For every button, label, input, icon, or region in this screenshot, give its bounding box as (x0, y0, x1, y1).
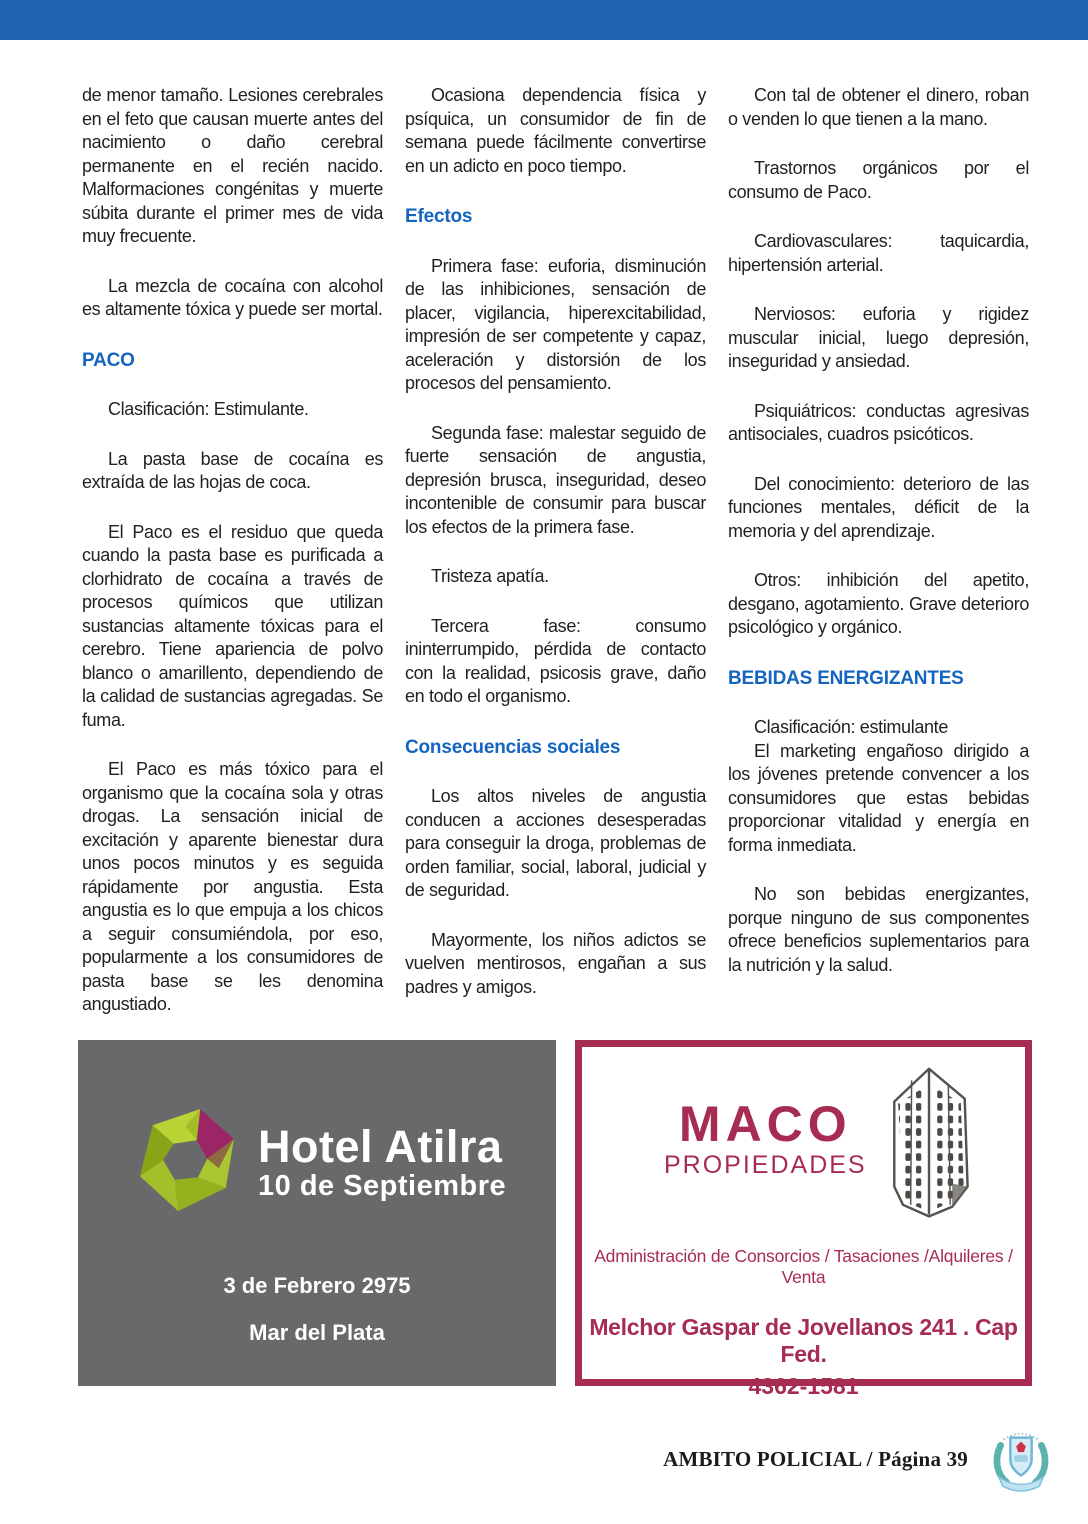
article-column-3 (728, 84, 1029, 1017)
article-column-1 (82, 84, 383, 1017)
advertisement-row (78, 1040, 1032, 1399)
paragraph: La pasta base de cocaína es extraída de las hojas de coca. (82, 448, 383, 492)
building-illustration-icon (871, 1063, 987, 1232)
paragraph: Trastornos orgánicos por el consumo de Paco. (728, 158, 1029, 202)
maco-propiedades-ad (575, 1040, 1032, 1399)
paragraph: Clasificación: Estimulante. (108, 399, 309, 419)
maco-phone-number: 4362-1581 (748, 1373, 859, 1399)
paragraph: Ocasiona dependencia física y psíquica, un consumidor de fin de semana puede fácilmente convertirse en un adicto en poco tiempo. (405, 85, 706, 176)
paragraph: Otros: inhibición del apetito, desgano, agotamiento. Grave deterioro psicológico y orgánico. (728, 570, 1029, 637)
hotel-name: Hotel Atilra (258, 1120, 503, 1172)
paragraph: Los altos niveles de angustia conducen a acciones desesperadas para conseguir la droga, problemas de orden familiar, social, laboral, judicial y de seguridad. (405, 786, 706, 900)
paragraph: Con tal de obtener el dinero, roban o venden lo que tienen a la mano. (728, 85, 1029, 129)
top-bar-decoration (0, 0, 1088, 40)
paragraph: El marketing engañoso dirigido a los jóvenes pretende convencer a los consumidores que estas bebidas proporcionar vitalidad y energía en forma inmediata. (728, 740, 1029, 855)
paragraph: Nerviosos: euforia y rigidez muscular inicial, luego depresión, inseguridad y ansiedad. (728, 304, 1029, 371)
hotel-address-line: 3 de Febrero 2975 (223, 1273, 411, 1298)
hotel-atilra-pinwheel-logo-icon (126, 1102, 242, 1223)
page-number-text: AMBITO POLICIAL / Página 39 (663, 1447, 968, 1471)
hotel-subname: 10 de Septiembre (258, 1169, 507, 1202)
hotel-name-block (258, 1120, 507, 1202)
paragraph: La mezcla de cocaína con alcohol es altamente tóxica y puede ser mortal. (82, 275, 383, 319)
maco-brand-block (664, 1096, 867, 1232)
paragraph: Psiquiátricos: conductas agresivas antisociales, cuadros psicóticos. (728, 400, 1029, 444)
paragraph: Cardiovasculares: taquicardia, hipertensión arterial. (728, 231, 1029, 275)
paragraph: Mayormente, los niños adictos se vuelven mentirosos, engañan a sus padres y amigos. (405, 929, 706, 997)
maco-services-line: Administración de Consorcios / Tasaciones /Alquileres / Venta (594, 1246, 1013, 1287)
paragraph: Primera fase: euforia, disminución de las inhibiciones, sensación de placer, vigilancia, hiperexcitabilidad, impresión de ser competente y capaz, aceleración y distorsión de los procesos del pensamiento. (405, 255, 706, 393)
paragraph: Segunda fase: malestar seguido de fuerte sensación de angustia, depresión brusca, inseguridad, deseo incontenible de consumir para buscar los efectos de la primera fase. (405, 422, 706, 537)
paragraph: Tristeza apatía. (431, 566, 549, 586)
paragraph: Del conocimiento: deterioro de las funciones mentales, déficit de la memoria y del aprendizaje. (728, 473, 1029, 541)
page-footer (663, 1422, 1052, 1497)
article-column-2 (405, 84, 706, 1017)
hotel-city-line: Mar del Plata (249, 1320, 385, 1345)
maco-brand-subtitle: PROPIEDADES (664, 1151, 867, 1179)
paragraph: El Paco es más tóxico para el organismo que la cocaína sola y otras drogas. La sensación inicial de excitación y aparente bienestar dura unos pocos minutos y es seguida rápidamente por angustia. Esta angustia es lo que empuja a los chicos a seguir consumiéndola, por eso, popularmente a los consumidores de pasta base se les denomina angustiado. (82, 759, 383, 1014)
paragraph: de menor tamaño. Lesiones cerebrales en el feto que causan muerte antes del nacimiento o daño cerebral permanente en el recién nacido. Malformaciones congénitas y muerte súbita durante el primer mes de vida muy frecuente. (82, 85, 383, 246)
hotel-logo-row (126, 1102, 506, 1223)
maco-brand-name: MACO (678, 1096, 852, 1152)
maco-address-line: Melchor Gaspar de Jovellanos 241 . Cap Fed. (589, 1314, 1018, 1367)
police-crest-logo-icon (990, 1422, 1052, 1497)
paragraph: Tercera fase: consumo ininterrumpido, pérdida de contacto con la realidad, psicosis grave, daño en todo el organismo. (405, 615, 706, 706)
hotel-atilra-ad (78, 1040, 556, 1386)
section-heading: PACO (82, 349, 135, 371)
paragraph: No son bebidas energizantes, porque ninguno de sus componentes ofrece beneficios suplementarios para la nutrición y la salud. (728, 884, 1029, 975)
paragraph: Clasificación: estimulante (754, 717, 948, 737)
paragraph: El Paco es el residuo que queda cuando la pasta base es purificada a clorhidrato de cocaína a través de procesos químicos que utilizan sustancias altamente tóxicas para el cerebro. Tiene apariencia de polvo blanco o amarillento, dependiendo de la calidad de sustancias agregadas. Se fuma. (82, 521, 383, 730)
section-heading: Consecuencias sociales (405, 736, 621, 758)
maco-header-row (582, 1047, 1025, 1232)
section-heading: Efectos (405, 206, 473, 227)
section-heading: BEBIDAS ENERGIZANTES (728, 667, 964, 689)
article-columns (82, 84, 1030, 1017)
